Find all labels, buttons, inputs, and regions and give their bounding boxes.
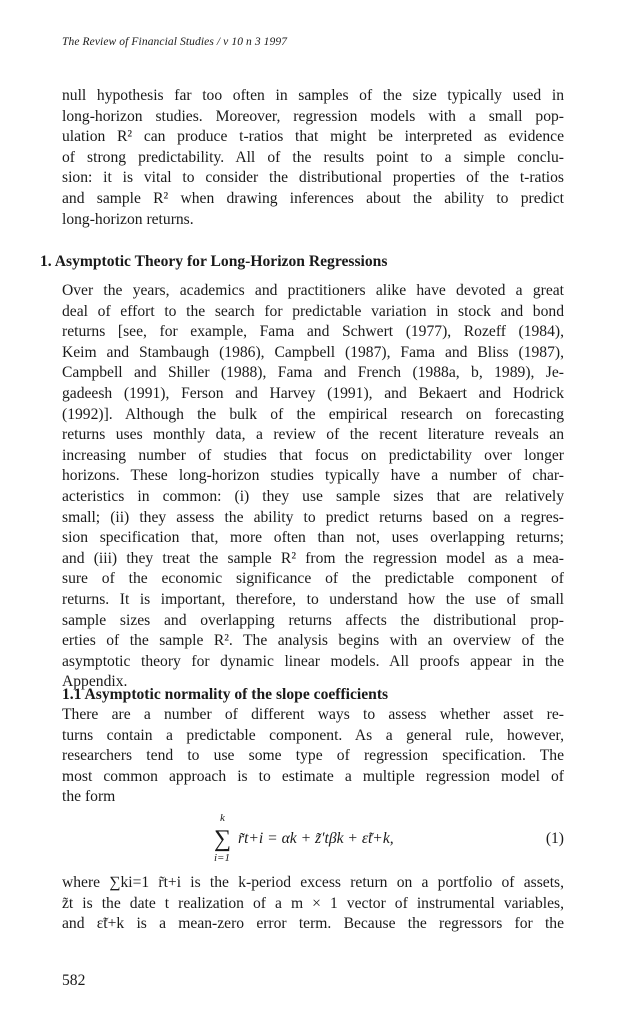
- section-heading: 1. Asymptotic Theory for Long-Horizon Regressions: [40, 253, 388, 270]
- text-line: the form: [62, 788, 116, 806]
- text-line: sion specification that, more often than not, uses overlapping returns;: [62, 529, 564, 547]
- text-line: asymptotic theory for dynamic linear models. All proofs appear in the: [62, 652, 564, 670]
- subsection-paragraph: [62, 705, 564, 808]
- text-line: of strong predictability. All of the results point to a simple conclu-: [62, 148, 564, 166]
- text-line: There are a number of different ways to assess whether asset re-: [62, 706, 564, 723]
- text-line: long-horizon returns.: [62, 210, 194, 228]
- equation-1: [62, 812, 564, 872]
- text-line: Over the years, academics and practitioners alike have devoted a great: [62, 282, 564, 299]
- summation-symbol: ∑: [214, 826, 232, 852]
- subsection-heading: 1.1 Asymptotic normality of the slope coefficients: [62, 686, 389, 703]
- intro-paragraph: [62, 86, 564, 230]
- text-line: horizons. These long-horizon studies typically have a number of char-: [62, 467, 564, 485]
- text-line: gadeesh (1991), Ferson and Harvey (1991), and Bekaert and Hodrick: [62, 384, 564, 402]
- after-equation-paragraph: [62, 873, 564, 935]
- text-line: returns uses monthly data, a review of the recent literature reveals an: [62, 426, 564, 444]
- text-line: returns [see, for example, Fama and Schwert (1977), Rozeff (1984),: [62, 323, 564, 341]
- text-line: erties of the sample R². The analysis begins with an overview of the: [62, 632, 564, 650]
- text-line: returns. It is important, therefore, to understand how the use of small: [62, 590, 564, 608]
- text-line: Campbell and Shiller (1988), Fama and French (1988a, b, 1989), Je-: [62, 364, 564, 382]
- text-line: and (iii) they treat the sample R² from the regression model as a mea-: [62, 549, 564, 567]
- sum-lower-limit: i=1: [214, 852, 230, 864]
- text-line: deal of effort to the search for predictable variation in stock and bond: [62, 302, 564, 320]
- sum-upper-limit: k: [220, 812, 225, 824]
- text-line: sion: it is vital to consider the distributional properties of the t-ratios: [62, 169, 564, 187]
- text-line: increasing number of studies that focus on predictability over longer: [62, 446, 564, 464]
- text-line: and ε̃t+k is a mean-zero error term. Because the regressors for the: [62, 915, 564, 933]
- text-line: Appendix.: [62, 673, 128, 691]
- text-line: long-horizon studies. Moreover, regression models with a small pop-: [62, 107, 564, 125]
- text-line: sure of the economic significance of the predictable component of: [62, 570, 564, 588]
- text-line: z̃t is the date t realization of a m × 1 vector of instrumental variables,: [62, 894, 564, 912]
- text-line: turns contain a predictable component. As a general rule, however,: [62, 726, 564, 744]
- text-line: researchers tend to use some type of regression specification. The: [62, 747, 564, 765]
- text-line: and sample R² when drawing inferences about the ability to predict: [62, 189, 564, 207]
- text-line: small; (ii) they assess the ability to predict returns based on a regres-: [62, 508, 564, 526]
- text-line: (1992)]. Although the bulk of the empirical research on forecasting: [62, 405, 564, 423]
- text-line: where ∑ki=1 r̃t+i is the k-period excess return on a portfolio of assets,: [62, 874, 564, 891]
- text-line: sample sizes and overlapping returns affects the distributional prop-: [62, 611, 564, 629]
- equation-body: r̃t+i = αk + z̃′tβk + ε̃t+k,: [238, 830, 394, 847]
- text-line: acteristics in common: (i) they use sample sizes that are relatively: [62, 487, 564, 505]
- text-line: ulation R² can produce t-ratios that might be interpreted as evidence: [62, 128, 564, 146]
- text-line: most common approach is to estimate a multiple regression model of: [62, 767, 564, 785]
- text-line: Keim and Stambaugh (1986), Campbell (1987), Fama and Bliss (1987),: [62, 343, 564, 361]
- running-head: The Review of Financial Studies / v 10 n 3 1997: [62, 36, 288, 48]
- page-number: 582: [62, 972, 86, 989]
- section-paragraph: [62, 281, 564, 693]
- equation-number: (1): [545, 830, 564, 847]
- text-line: null hypothesis far too often in samples of the size typically used in: [62, 87, 564, 104]
